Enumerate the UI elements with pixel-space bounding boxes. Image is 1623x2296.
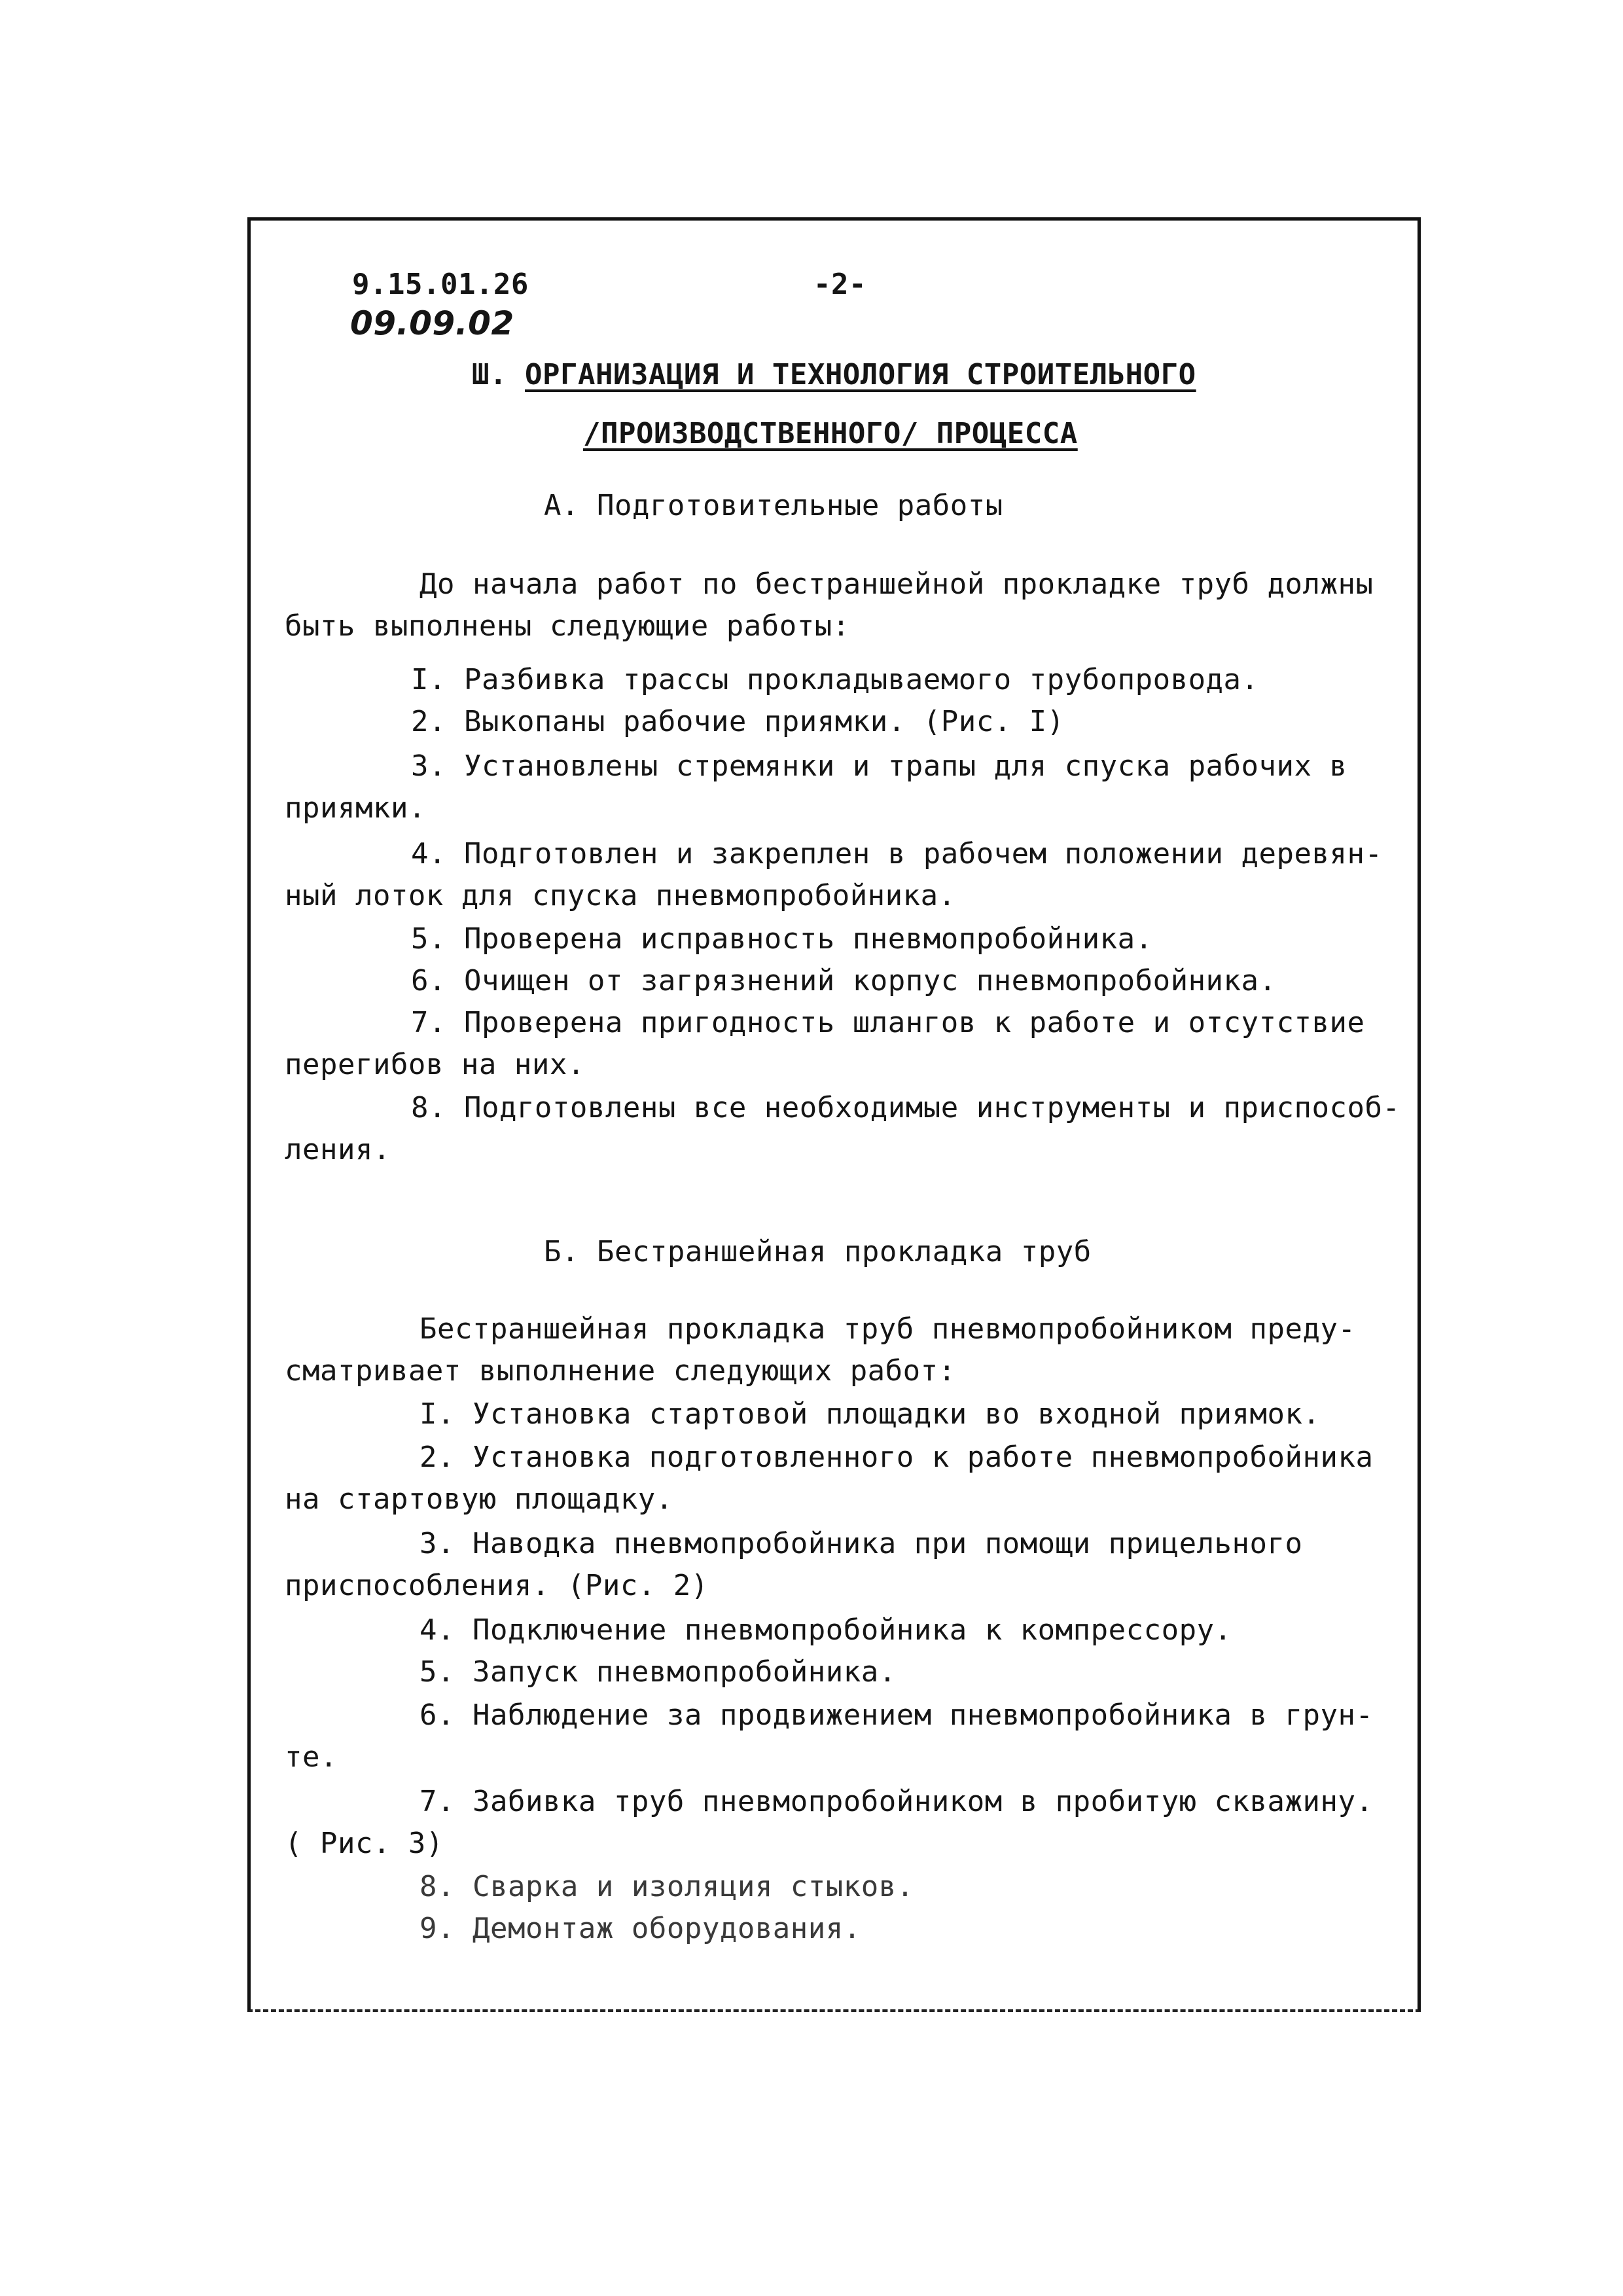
list-item: 9. Демонтаж оборудования. [419,1912,861,1945]
page-number: -2- [813,268,866,301]
part-a-heading: А. Подготовительные работы [544,489,1003,522]
part-a-intro-continued: быть выполнены следующие работы: [285,609,850,643]
list-item: 4. Подключение пневмопробойника к компрессору. [419,1613,1232,1647]
list-item-continued: приямки. [285,791,426,825]
list-item-continued: те. [285,1740,338,1774]
list-item: 2. Установка подготовленного к работе пневмопробойника [419,1441,1374,1474]
list-item: I. Установка стартовой площадки во входной приямок. [419,1397,1321,1431]
handwritten-code: 09.09.02 [350,304,514,342]
part-a-intro: До начала работ по бестраншейной прокладке труб должны [419,567,1374,601]
list-item: 8. Сварка и изоляция стыков. [419,1870,914,1903]
document-code: 9.15.01.26 [352,268,529,301]
list-item-continued: ления. [285,1133,391,1166]
list-item: 3. Наводка пневмопробойника при помощи прицельного [419,1527,1303,1560]
part-b-intro: Бестраншейная прокладка труб пневмопробойником преду- [419,1312,1356,1346]
list-item: 7. Проверена пригодность шлангов к работе и отсутствие [411,1006,1365,1039]
list-item-continued: ( Рис. 3) [285,1827,444,1860]
section-title-line2: /ПРОИЗВОДСТВЕННОГО/ ПРОЦЕССА [583,417,1078,450]
list-item: I. Разбивка трассы прокладываемого трубопровода. [411,663,1259,696]
list-item: 8. Подготовлены все необходимые инструменты и приспособ- [411,1091,1400,1124]
list-item: 6. Очищен от загрязнений корпус пневмопробойника. [411,964,1277,997]
list-item: 4. Подготовлен и закреплен в рабочем положении деревян- [411,837,1383,870]
list-item-continued: перегибов на них. [285,1048,585,1081]
part-b-intro-continued: сматривает выполнение следующих работ: [285,1354,956,1388]
section-title-line1: ОРГАНИЗАЦИЯ И ТЕХНОЛОГИЯ СТРОИТЕЛЬНОГО [524,358,1196,391]
list-item: 7. Забивка труб пневмопробойником в пробитую скважину. [419,1785,1374,1818]
list-item: 5. Проверена исправность пневмопробойника. [411,922,1153,956]
list-item-continued: на стартовую площадку. [285,1482,673,1516]
list-item: 3. Установлены стремянки и трапы для спуска рабочих в [411,749,1347,783]
list-item-continued: ный лоток для спуска пневмопробойника. [285,879,956,912]
list-item-continued: приспособления. (Рис. 2) [285,1569,709,1602]
section-numeral: Ш. [472,358,507,391]
list-item: 6. Наблюдение за продвижением пневмопробойника в грун- [419,1698,1374,1732]
list-item: 5. Запуск пневмопробойника. [419,1655,897,1689]
list-item: 2. Выкопаны рабочие приямки. (Рис. I) [411,705,1065,738]
section-title [472,358,1196,391]
part-b-heading: Б. Бестраншейная прокладка труб [544,1235,1092,1268]
document-page [247,217,1421,2012]
